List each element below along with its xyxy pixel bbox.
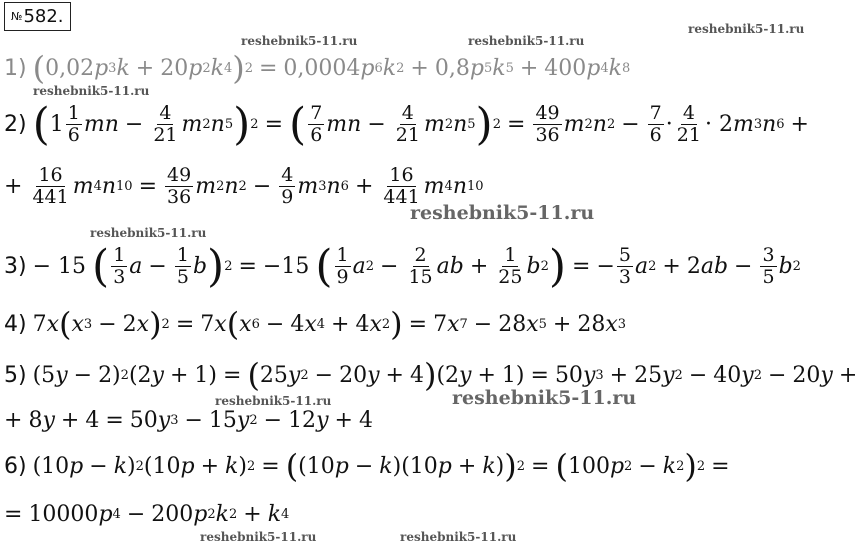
watermark: reshebnik5-11.ru	[452, 387, 637, 409]
watermark: reshebnik5-11.ru	[90, 226, 207, 240]
solution-line-6: 6) (10 p − k ) 2 (10 p + k ) 2 = ( (10 p − k )(10 p + k ) ) 2 = ( 100 p 2 − k 2 ) 2 =	[4, 447, 730, 485]
watermark: reshebnik5-11.ru	[688, 22, 805, 36]
solution-line-1: 1) ( 0,02 p 3 k + 20 p 2 k 4 ) 2 = 0,0004 p 6 k 2 + 0,8 p 5 k 5 + 400 p 4 k 8	[4, 49, 631, 87]
watermark: reshebnik5-11.ru	[400, 530, 517, 544]
solution-line-3: 3) − 15 ( $\frac{1}{3}$ a − $\frac{1}{5}$ b ) 2 = −15 ( $\frac{1}{9}$ a 2 − $\frac{2}{15}$ ab + $\frac{1}{25}$ b 2 ) = − $\frac{5}{3}$ a 2 + 2 ab − $\frac{3}{5}$ b 2	[4, 240, 801, 292]
solution-line-2-continued: + $\frac{16}{441}$ m 4 n 10 = $\frac{49}{36}$ m 2 n 2 − $\frac{4}{9}$ m 3 n 6 + $\frac{16}{441}$ m 4 n 10	[4, 164, 484, 208]
watermark: reshebnik5-11.ru	[468, 34, 585, 48]
solution-line-2: 2) ( 1 $\frac{1}{6}$ mn − $\frac{4}{21}$ m 2 n 5 ) 2 = ( $\frac{7}{6}$ mn − $\frac{4}{21}$ m 2 n 5 ) 2 = $\frac{49}{36}$ m 2 n 2 − $\frac{7}{6}$ · $\frac{4}{21}$ · 2 m 3 n 6 +	[4, 98, 809, 150]
watermark: reshebnik5-11.ru	[215, 394, 332, 408]
solution-line-5-continued: + 8 y + 4 = 50 y 3 − 15 y 2 − 12 y + 4	[4, 408, 373, 433]
watermark: reshebnik5-11.ru	[33, 84, 150, 98]
solution-line-4: 4) 7 x ( x 3 − 2 x ) 2 = 7 x ( x 6 − 4 x 4 + 4 x 2 ) = 7 x 7 − 28 x 5 + 28 x 3	[4, 305, 627, 343]
solution-line-6-continued: = 10000 p 4 − 200 p 2 k 2 + k 4	[4, 502, 290, 527]
watermark: reshebnik5-11.ru	[241, 34, 358, 48]
watermark: reshebnik5-11.ru	[410, 202, 595, 224]
watermark: reshebnik5-11.ru	[200, 530, 317, 544]
solution-line-5: 5) (5 y − 2) 2 (2 y + 1) = ( 25 y 2 − 20 y + 4 ) (2 y + 1) = 50 y 3 + 25 y 2 − 40 y 2 − 20 y +	[4, 356, 858, 394]
problem-number-badge: №582.	[4, 2, 71, 31]
